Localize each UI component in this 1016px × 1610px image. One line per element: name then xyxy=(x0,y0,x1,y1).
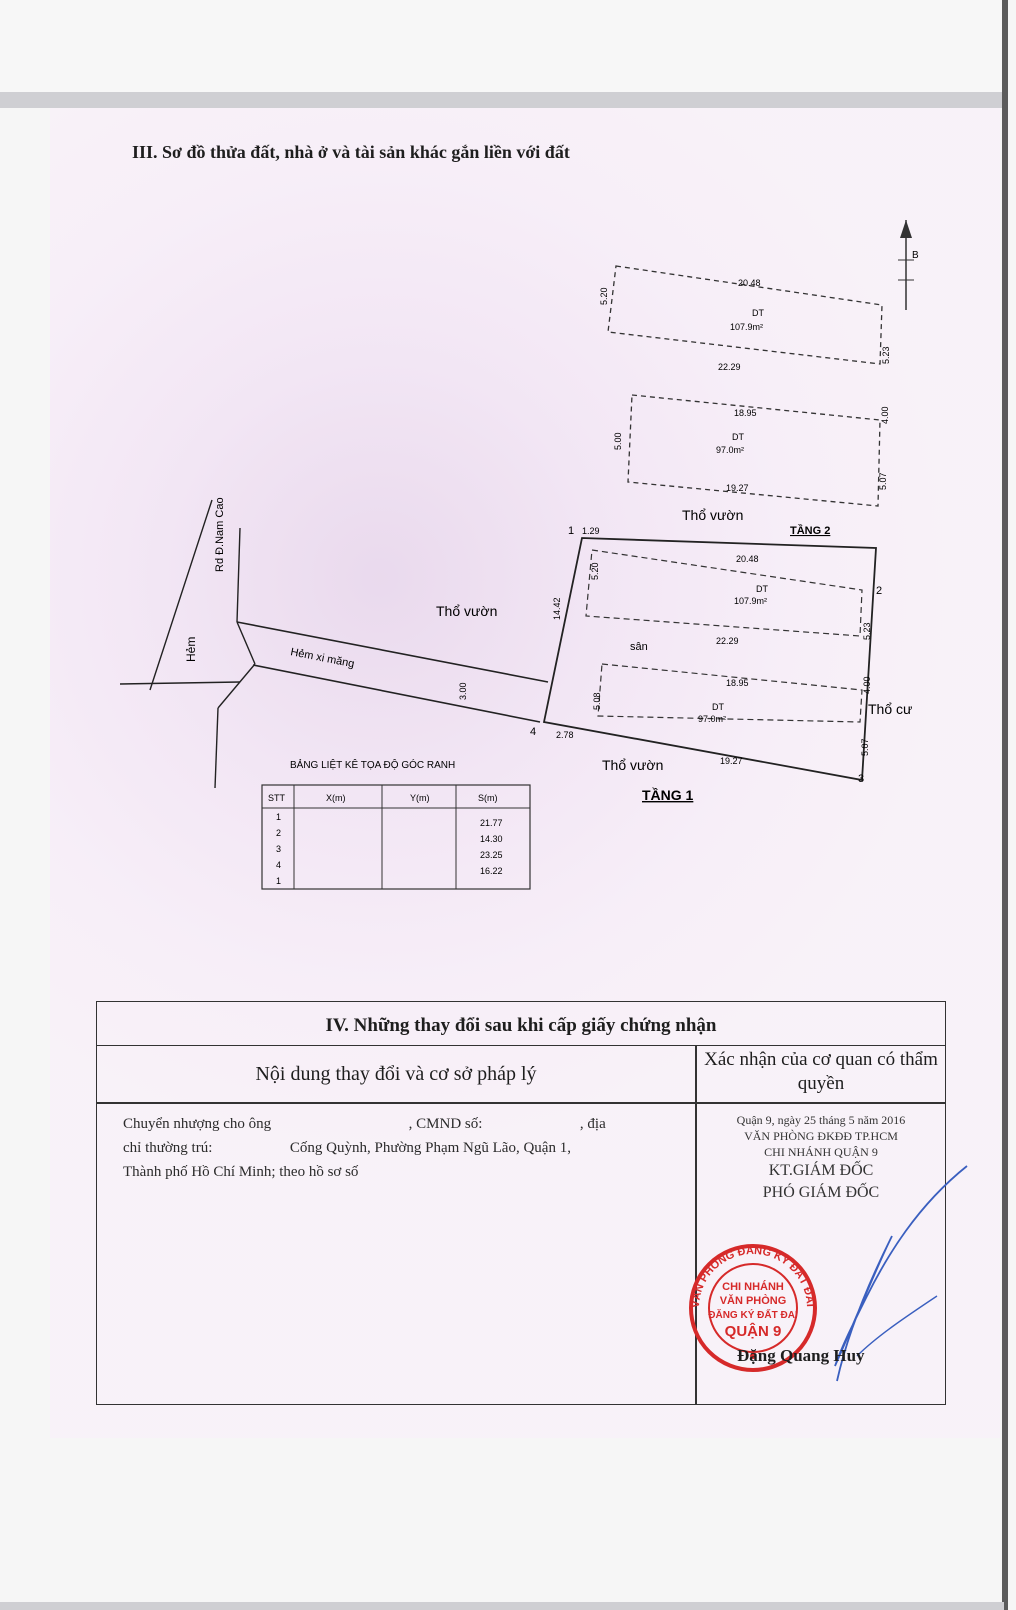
page-separator-bottom xyxy=(0,1602,1004,1610)
floor1-label: TẦNG 1 xyxy=(642,787,694,803)
dim-label: 20.48 xyxy=(738,278,761,288)
dim-label: 4.00 xyxy=(880,406,890,424)
signer-role: PHÓ GIÁM ĐỐC xyxy=(762,1184,880,1201)
dim-label: 5.08 xyxy=(592,692,602,710)
dim-label: 3.00 xyxy=(458,682,468,700)
dim-label: 2.78 xyxy=(556,730,574,740)
san-label: sân xyxy=(630,641,648,653)
coord-header-x: X(m) xyxy=(326,793,346,803)
dt-label: DT xyxy=(712,702,724,712)
dim-label: 14.42 xyxy=(552,597,562,620)
column-header-confirm: Xác nhận của cơ quan có thẩm quyền xyxy=(704,1049,938,1094)
hem-label: Hẻm xyxy=(184,636,198,662)
corner-3: 3 xyxy=(858,773,865,785)
confirm-date: Quận 9, ngày 25 tháng 5 năm 2016 xyxy=(736,1113,906,1127)
coord-header-s: S(m) xyxy=(478,793,498,803)
coord-stt: 1 xyxy=(276,812,282,822)
dim-label: 20.48 xyxy=(736,554,759,564)
section-4-title: IV. Những thay đổi sau khi cấp giấy chứng nhận xyxy=(96,1001,946,1045)
dt-label: DT xyxy=(752,308,764,318)
coord-stt: 2 xyxy=(276,828,282,838)
signer-name: Đặng Quang Huy xyxy=(737,1346,865,1365)
tho-cu: Thổ cư xyxy=(868,701,913,717)
office-branch: CHI NHÁNH QUẬN 9 xyxy=(764,1145,878,1159)
dim-label: 5.23 xyxy=(881,346,891,364)
area-label: 97.0m² xyxy=(698,714,727,724)
dim-label: 19.27 xyxy=(720,756,743,766)
coord-header-stt: STT xyxy=(268,793,285,803)
svg-text:CHI NHÁNH: CHI NHÁNH xyxy=(722,1281,784,1293)
dim-label: 5.07 xyxy=(860,738,870,756)
coord-stt: 1 xyxy=(276,876,282,886)
floor2-rect2 xyxy=(613,395,890,506)
north-label: B xyxy=(912,250,919,261)
content-text: Cống Quỳnh, Phường Phạm Ngũ Lão, Quận 1, xyxy=(289,1140,571,1156)
svg-text:QUẬN 9: QUẬN 9 xyxy=(724,1323,782,1340)
area-label: 97.0m² xyxy=(716,445,745,455)
coord-s: 16.22 xyxy=(480,866,503,876)
dim-label: 22.29 xyxy=(716,636,739,646)
coord-stt: 3 xyxy=(276,844,282,854)
coord-table-title: BẢNG LIỆT KÊ TỌA ĐỘ GÓC RANH xyxy=(290,760,456,771)
tho-vuon-left: Thổ vườn xyxy=(436,603,498,619)
dt-label: DT xyxy=(732,432,744,442)
corner-1: 1 xyxy=(568,525,575,537)
hem-xi-mang: Hẻm xi măng xyxy=(289,646,356,671)
content-text: , địa xyxy=(579,1116,606,1132)
dt-label: DT xyxy=(756,584,768,594)
changes-table xyxy=(96,1045,946,1405)
dim-label: 5.00 xyxy=(613,432,623,450)
content-text: Chuyển nhượng cho ông xyxy=(123,1116,272,1132)
dim-label: 18.95 xyxy=(734,408,757,418)
coord-s: 14.30 xyxy=(480,834,503,844)
dim-label: 5.07 xyxy=(878,472,888,490)
floor2-label: TẦNG 2 xyxy=(790,525,831,537)
north-arrow-icon xyxy=(898,220,919,310)
area-label: 107.9m² xyxy=(730,322,764,332)
corner-2: 2 xyxy=(876,585,883,597)
column-header-content: Nội dung thay đổi và cơ sở pháp lý xyxy=(255,1063,537,1085)
dim-label: 18.95 xyxy=(726,678,749,688)
dim-label: 4.00 xyxy=(862,676,872,694)
content-text: Thành phố Hồ Chí Minh; theo hồ sơ số xyxy=(123,1164,359,1180)
corner-4: 4 xyxy=(530,726,537,738)
coord-table xyxy=(262,785,530,889)
road-label: Rd Đ.Nam Cao xyxy=(214,497,226,572)
svg-text:ĐĂNG KÝ ĐẤT ĐAI: ĐĂNG KÝ ĐẤT ĐAI xyxy=(708,1310,798,1321)
content-text: , CMND số: xyxy=(408,1116,483,1132)
coord-header-y: Y(m) xyxy=(410,793,430,803)
coord-stt: 4 xyxy=(276,860,282,870)
tho-vuon-top: Thổ vườn xyxy=(682,507,744,523)
changes-section xyxy=(96,1001,946,1405)
dim-label: 19.27 xyxy=(726,483,749,493)
signer-role: KT.GIÁM ĐỐC xyxy=(768,1162,874,1179)
floor1-plot xyxy=(544,526,876,780)
floor2-rect1 xyxy=(599,266,891,372)
tho-vuon-bottom: Thổ vườn xyxy=(602,757,664,773)
content-text: chỉ thường trú: xyxy=(123,1140,213,1156)
dim-label: 5.20 xyxy=(590,562,600,580)
svg-text:VĂN PHÒNG ĐĂNG KÝ ĐẤT ĐAI: VĂN PHÒNG ĐĂNG KÝ ĐẤT ĐAI xyxy=(689,1244,817,1309)
row-divider xyxy=(97,1102,945,1104)
coord-s: 21.77 xyxy=(480,818,503,828)
svg-text:VĂN PHÒNG: VĂN PHÒNG xyxy=(719,1295,787,1307)
coord-s: 23.25 xyxy=(480,850,503,860)
dim-label: 1.29 xyxy=(582,526,600,536)
section-3-title: III. Sơ đồ thửa đất, nhà ở và tài sản khác gắn liền với đất xyxy=(132,142,570,162)
office-name: VĂN PHÒNG ĐKĐĐ TP.HCM xyxy=(744,1129,898,1143)
change-content xyxy=(123,1112,683,1184)
area-label: 107.9m² xyxy=(734,596,768,606)
dim-label: 5.20 xyxy=(599,287,609,305)
dim-label: 22.29 xyxy=(718,362,741,372)
dim-label: 5.23 xyxy=(862,622,872,640)
alley-lines xyxy=(120,497,548,788)
